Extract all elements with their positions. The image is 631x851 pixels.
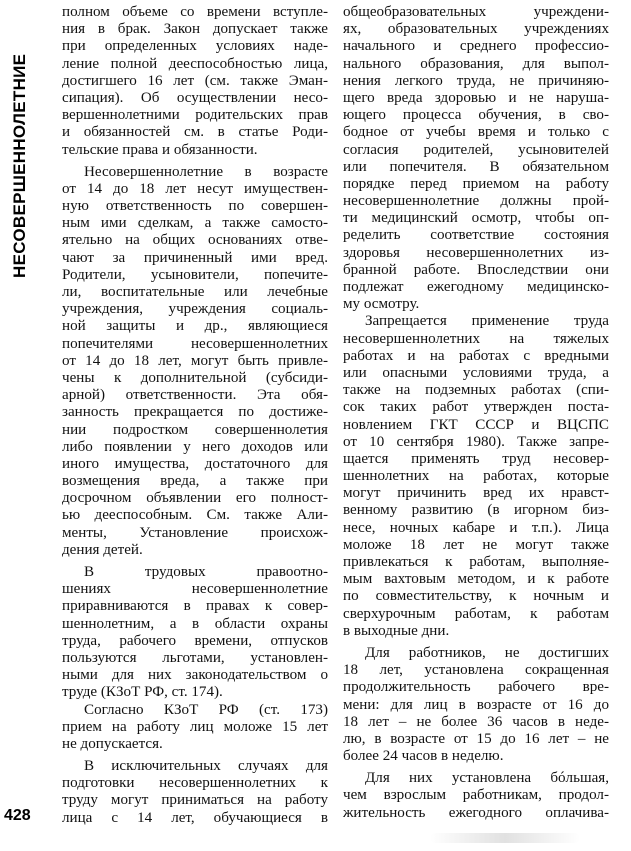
text-line: ью дееспособным. См. также Али-	[62, 507, 328, 524]
text-line: бодное от учебы время и только с	[343, 124, 609, 141]
text-line: вершеннолетними родительских прав	[62, 107, 328, 124]
text-line: шеннолетних на работах, которые	[343, 468, 609, 485]
text-line: чем взрослым работникам, продол-	[343, 787, 609, 804]
text-line: сок таких работ утвержден поста-	[343, 399, 609, 416]
text-line: достигшего 16 лет (см. также Эман-	[62, 72, 328, 89]
text-line: или попечителя. В обязательном	[343, 158, 609, 175]
text-line: ление полной дееспособностью лица,	[62, 55, 328, 72]
text-line: нии подростком совершеннолетия	[62, 421, 328, 438]
text-line: венному развитию (в игорном биз-	[343, 502, 609, 519]
text-line: в выходные дни.	[343, 622, 450, 639]
text-line: приравниваются в правах к совер-	[62, 598, 328, 615]
text-line: от 14 до 18 лет несут имуществен-	[62, 180, 328, 197]
text-line: щего вреда здоровью и не наруша-	[343, 89, 609, 106]
text-line: привлекаться к работам, выполняе-	[343, 554, 609, 570]
text-line: труде (КЗоТ РФ, ст. 174).	[62, 684, 223, 701]
text-line: Несовершеннолетние в возрасте	[84, 163, 328, 180]
text-line: ях, образовательных учреждениях	[343, 21, 609, 38]
text-line: ятельно на общих основаниях отве-	[62, 232, 328, 249]
text-line: нения легкого труда, не причиняю-	[343, 72, 609, 89]
text-line: учреждения, учреждения социаль-	[62, 301, 328, 318]
left-text-column	[62, 4, 328, 827]
text-line: ной защиты и др., являющиеся	[62, 318, 328, 335]
text-line: ным ими сделкам, а также самосто-	[62, 215, 328, 232]
print-smudge	[430, 833, 580, 843]
text-line: пользуются льготами, установлен-	[62, 649, 328, 666]
text-line: чены к дополнительной (субсиди-	[62, 369, 328, 386]
text-line: труда, рабочего времени, отпусков	[62, 632, 328, 649]
text-line: несовершеннолетних на тяжелых	[343, 330, 609, 347]
text-line: жительность ежегодного оплачива-	[343, 804, 609, 821]
text-line: здоровья несовершеннолетних из-	[343, 244, 609, 261]
text-line: занность прекращается по достиже-	[62, 404, 328, 421]
text-line: шеннолетним, а в области охраны	[62, 615, 328, 632]
text-line: Согласно КЗоТ РФ (ст. 173)	[84, 701, 328, 718]
text-line: подлежат ежегодному медицинско-	[343, 279, 609, 295]
text-line: сипация). Об осуществлении несо-	[62, 89, 328, 106]
text-line: тельские права и обязанности.	[62, 141, 258, 158]
text-line: полном объеме со времени вступле-	[62, 4, 328, 20]
text-line: порядке перед приемом на работу	[343, 175, 609, 192]
text-line: 18 лет – не более 36 часов в неде-	[343, 713, 609, 730]
text-line: попечителями несовершеннолетних	[62, 335, 328, 352]
text-line: ли, воспитательные или лечебные	[62, 284, 328, 300]
text-line: ния в брак. Закон допускает также	[62, 21, 328, 38]
text-line: 18 лет, установлена сокращенная	[343, 662, 609, 679]
text-line: бранной работе. Впоследствии они	[343, 261, 609, 278]
text-line: чают за причиненный ими вред.	[62, 249, 328, 266]
text-line: ределить соответствие состояния	[343, 227, 609, 244]
text-line: В исключительных случаях для	[84, 758, 328, 775]
text-line: труду могут приниматься на работу	[62, 792, 328, 809]
text-line: подготовки несовершеннолетних к	[62, 775, 328, 792]
text-line: Для работников, не достигших	[365, 644, 609, 661]
running-head-text: НЕСОВЕРШЕННОЛЕТНИЕ	[10, 53, 29, 278]
text-line: дения детей.	[62, 541, 143, 558]
text-line: также на подземных работах (спи-	[343, 382, 609, 399]
text-line: несовершеннолетние должны прой-	[343, 193, 609, 210]
page-number: 428	[4, 807, 31, 824]
text-line: возмещения вреда, а также при	[62, 473, 328, 490]
text-line: нального образования, для выпол-	[343, 55, 609, 72]
text-line: Родители, усыновители, попечите-	[62, 266, 328, 283]
text-line: ными для них законодательством о	[62, 667, 328, 684]
text-line: от 14 до 18 лет, могут быть привле-	[62, 352, 328, 369]
text-line: или опасными условиями труда, а	[343, 364, 609, 381]
text-line: и обязанностей см. в статье Роди-	[62, 124, 328, 141]
text-line: несе, ночных кабаре и т.п.). Лица	[343, 519, 609, 536]
text-line: лица с 14 лет, обучающиеся в	[62, 809, 328, 826]
text-line: менты, Установление происхож-	[62, 524, 328, 541]
text-line: Запрещается применение труда	[365, 313, 609, 330]
text-line: ную ответственность по совершен-	[62, 198, 328, 215]
text-line: не допускается.	[62, 735, 163, 752]
text-line: согласия родителей, усыновителей	[343, 141, 609, 158]
text-line: общеобразовательных учреждени-	[343, 4, 609, 20]
text-line: либо появлении у него доходов или	[62, 438, 328, 455]
text-line: моложе 18 лет не могут также	[343, 536, 609, 553]
text-line: ти медицинский осмотр, чтобы оп-	[343, 210, 609, 227]
text-line: мени: для лиц в возрасте от 16 до	[343, 696, 609, 713]
text-line: при определенных условиях наде-	[62, 38, 328, 55]
text-line: по совместительству, к ночным и	[343, 588, 609, 605]
text-line: ющего процесса обучения, в сво-	[343, 107, 609, 124]
text-line: Для них установлена бóльшая,	[365, 770, 609, 787]
running-head	[2, 10, 40, 280]
text-line: лю, в возрасте от 15 до 16 лет – не	[343, 730, 609, 747]
text-line: более 24 часов в неделю.	[343, 748, 504, 765]
text-line: продолжительность рабочего вре-	[343, 679, 609, 696]
text-line: прием на работу лиц моложе 15 лет	[62, 718, 328, 735]
text-line: от 10 сентября 1980). Также запре-	[343, 433, 609, 450]
text-line: В трудовых правоотно-	[84, 564, 328, 580]
text-line: новлением ГКТ СССР и ВЦСПС	[343, 416, 609, 433]
text-line: мым вахтовым методом, и к работе	[343, 571, 609, 588]
right-text-column	[343, 4, 609, 822]
text-line: щается применять труд несовер-	[343, 450, 609, 467]
text-line: сверхурочным работам, к работам	[343, 605, 609, 622]
text-line: иного имущества, достаточного для	[62, 455, 328, 472]
text-line: му осмотру.	[343, 296, 420, 313]
text-line: досрочном объявлении его полност-	[62, 490, 328, 507]
text-line: могут причинить вред их нравст-	[343, 485, 609, 502]
text-line: начального и среднего профессио-	[343, 38, 609, 55]
text-line: арной) ответственности. Эта обя-	[62, 387, 328, 404]
text-line: шениях несовершеннолетние	[62, 581, 328, 598]
text-line: работах и на работах с вредными	[343, 347, 609, 364]
